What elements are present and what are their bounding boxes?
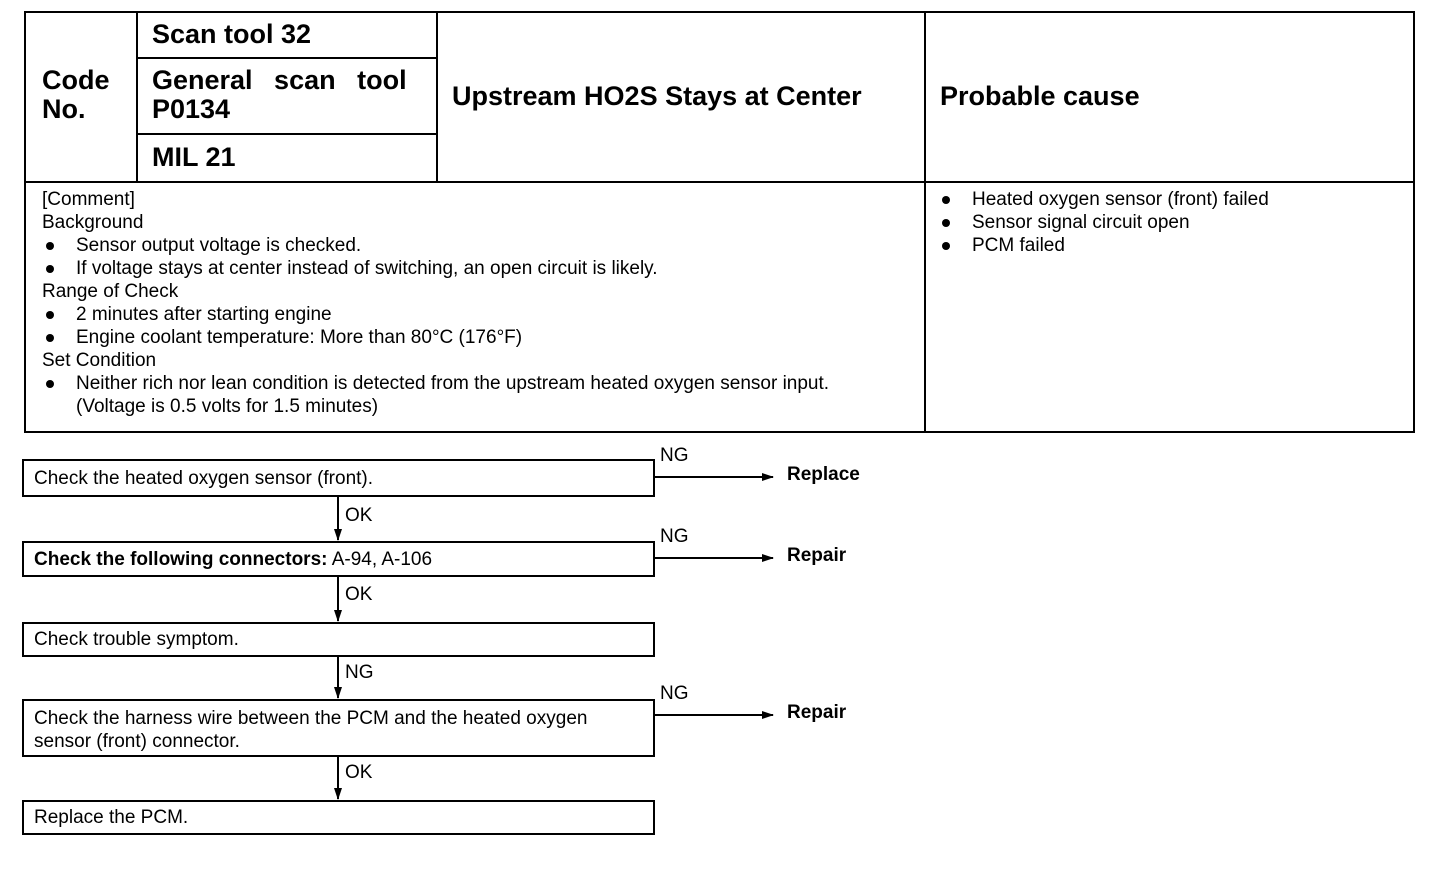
flow-step-2: Check the following connectors: A-94, A-106 bbox=[22, 541, 655, 577]
list-item: 2 minutes after starting engine bbox=[42, 303, 922, 326]
flow-step-1: Check the heated oxygen sensor (front). bbox=[22, 459, 655, 497]
list-item: PCM failed bbox=[938, 234, 1408, 257]
ok-label: OK bbox=[345, 584, 373, 605]
section-title: Background bbox=[42, 212, 144, 233]
ng-label: NG bbox=[660, 683, 689, 704]
dtc-title: Upstream HO2S Stays at Center bbox=[452, 81, 862, 111]
flow-step-5: Replace the PCM. bbox=[22, 800, 655, 835]
list-item: Heated oxygen sensor (front) failed bbox=[938, 188, 1408, 211]
general-scan-tool-code: General scan tool P0134 bbox=[152, 65, 407, 124]
section-title: Set Condition bbox=[42, 350, 157, 371]
ng-label: NG bbox=[660, 526, 689, 547]
ok-label: OK bbox=[345, 505, 373, 526]
flow-step-2-bold: Check the following connectors: bbox=[34, 549, 328, 570]
list-item-continuation: (Voltage is 0.5 volts for 1.5 minutes) bbox=[76, 396, 379, 417]
result-repair: Repair bbox=[787, 702, 847, 723]
list-item: If voltage stays at center instead of switching, an open circuit is likely. bbox=[42, 257, 922, 280]
flow-step-3: Check trouble symptom. bbox=[22, 622, 655, 657]
section-title: Range of Check bbox=[42, 281, 179, 302]
ng-label: NG bbox=[345, 662, 374, 683]
result-repair: Repair bbox=[787, 545, 847, 566]
ok-label: OK bbox=[345, 762, 373, 783]
result-replace: Replace bbox=[787, 464, 860, 485]
list-item: Sensor output voltage is checked. bbox=[42, 234, 922, 257]
flow-step-4: Check the harness wire between the PCM and the heated oxygen sensor (front) connector. bbox=[22, 699, 655, 757]
probable-cause-heading: Probable cause bbox=[940, 81, 1140, 111]
comment-heading: [Comment] bbox=[42, 189, 135, 210]
mil-code: MIL 21 bbox=[152, 142, 236, 172]
list-item: Sensor signal circuit open bbox=[938, 211, 1408, 234]
list-item: Neither rich nor lean condition is detected from the upstream heated oxygen sensor input. bbox=[42, 372, 922, 395]
scan-tool-code: Scan tool 32 bbox=[152, 19, 312, 49]
list-item: Engine coolant temperature: More than 80°C (176°F) bbox=[42, 326, 922, 349]
code-no-label: Code No. bbox=[42, 65, 110, 124]
ng-label: NG bbox=[660, 445, 689, 466]
